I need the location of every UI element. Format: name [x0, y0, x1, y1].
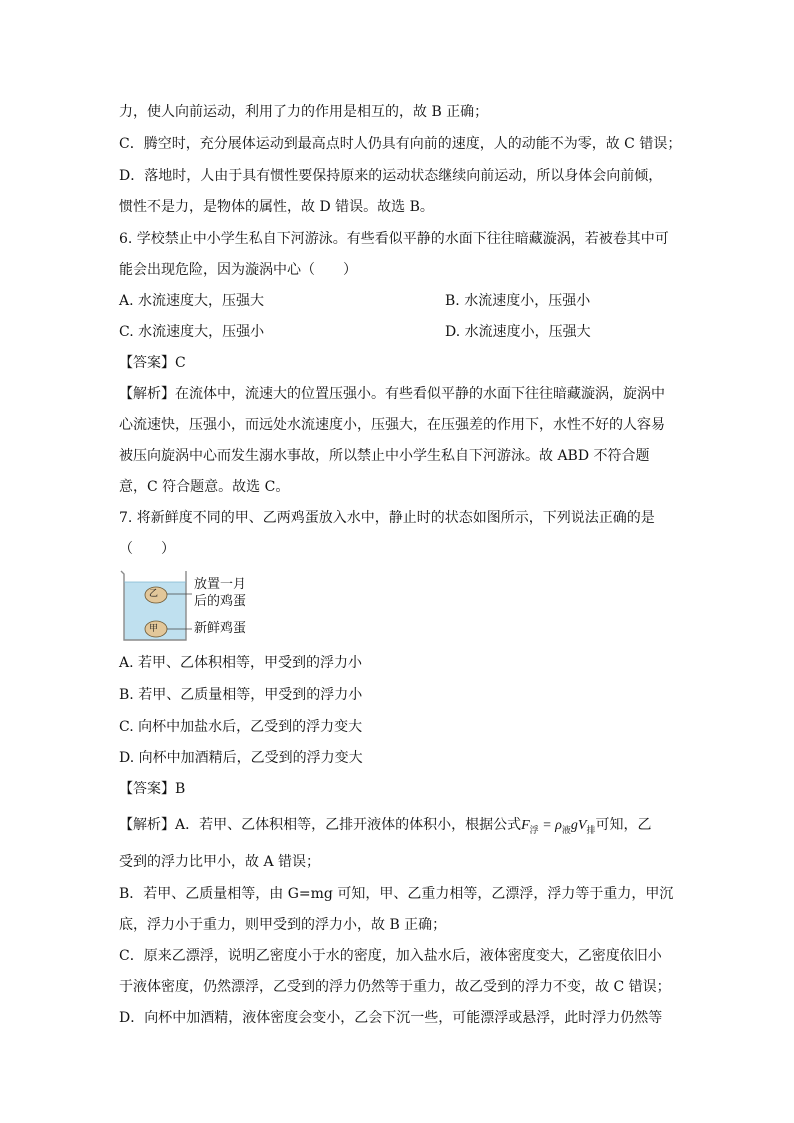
q6-answer: 【答案】C — [119, 355, 186, 371]
buoyancy-formula: $F_浮 = \rho_液gV_排$ — [521, 818, 596, 835]
figure-label-old-egg-2: 后的鸡蛋 — [194, 594, 247, 609]
q7-analysis-a — [119, 815, 651, 840]
q6-analysis: 【解析】在流体中，流速大的位置压强小。有些看似平静的水面下往往暗藏漩涡，旋涡中 — [119, 386, 665, 402]
q7-analysis: 底，浮力小于重力，则甲受到的浮力小，故 B 正确； — [119, 917, 447, 933]
text-line: D．落地时，人由于具有惯性要保持原来的运动状态继续向前运动，所以身体会向前倾， — [119, 168, 663, 184]
figure-label-fresh-egg: 新鲜鸡蛋 — [194, 621, 247, 636]
q6-analysis: 意，C 符合题意。故选 C。 — [119, 479, 290, 495]
q7-analysis: D．向杯中加酒精，液体密度会变小，乙会下沉一些，可能漂浮或悬浮，此时浮力仍然等 — [119, 1010, 663, 1026]
figure-label-old-egg-1: 放置一月 — [194, 577, 247, 592]
q7-option-b: B. 若甲、乙质量相等，甲受到的浮力小 — [119, 687, 363, 703]
q7-stem: （ ） — [119, 541, 175, 557]
text-line: 力，使人向前运动，利用了力的作用是相互的，故 B 正确； — [119, 104, 489, 120]
egg-label-jia: 甲 — [149, 624, 159, 634]
q6-analysis: 心流速快，压强小，而远处水流速度小，压强大，在压强差的作用下，水性不好的人容易 — [119, 417, 665, 433]
q7-option-a: A. 若甲、乙体积相等，甲受到的浮力小 — [119, 655, 363, 671]
q7-stem: 7. 将新鲜度不同的甲、乙两鸡蛋放入水中，静止时的状态如图所示，下列说法正确的是 — [119, 510, 655, 526]
q6-stem: 6. 学校禁止中小学生私自下河游泳。有些看似平静的水面下往往暗藏漩涡，若被卷其中可 — [119, 231, 669, 247]
q6-option-a: A. 水流速度大，压强大 — [119, 293, 265, 309]
text-line: C．腾空时，充分展体运动到最高点时人仍具有向前的速度，人的动能不为零，故 C 错误； — [119, 136, 682, 152]
q7-option-d: D. 向杯中加酒精后，乙受到的浮力变大 — [119, 750, 363, 766]
q7-analysis: 于液体密度，仍然漂浮，乙受到的浮力仍然等于重力，故乙受到的浮力不变，故 C 错误； — [119, 979, 671, 995]
q6-stem: 能会出现危险，因为漩涡中心（ ） — [119, 262, 357, 278]
analysis-text: 可知，乙 — [595, 817, 652, 833]
beaker-figure — [119, 568, 259, 644]
q6-analysis: 被压向旋涡中心而发生溺水事故，所以禁止中小学生私自下河游泳。故 ABD 不符合题 — [119, 448, 650, 464]
q6-option-c: C. 水流速度大，压强小 — [119, 324, 265, 340]
analysis-text: 【解析】A．若甲、乙体积相等，乙排开液体的体积小，根据公式 — [119, 817, 522, 833]
q6-option-d: D. 水流速度小，压强大 — [445, 324, 591, 340]
q7-option-c: C. 向杯中加盐水后，乙受到的浮力变大 — [119, 719, 363, 735]
egg-label-yi: 乙 — [149, 589, 159, 599]
q6-option-b: B. 水流速度小，压强小 — [445, 293, 591, 309]
q7-analysis: B．若甲、乙质量相等，由 G=mg 可知，甲、乙重力相等，乙漂浮，浮力等于重力，甲沉 — [119, 886, 674, 902]
q7-answer: 【答案】B — [119, 781, 186, 797]
q7-analysis: 受到的浮力比甲小，故 A 错误； — [119, 854, 321, 870]
text-line: 惯性不是力，是物体的属性，故 D 错误。故选 B。 — [119, 199, 434, 215]
q7-analysis: C．原来乙漂浮，说明乙密度小于水的密度，加入盐水后，液体密度变大，乙密度依旧小 — [119, 948, 662, 964]
